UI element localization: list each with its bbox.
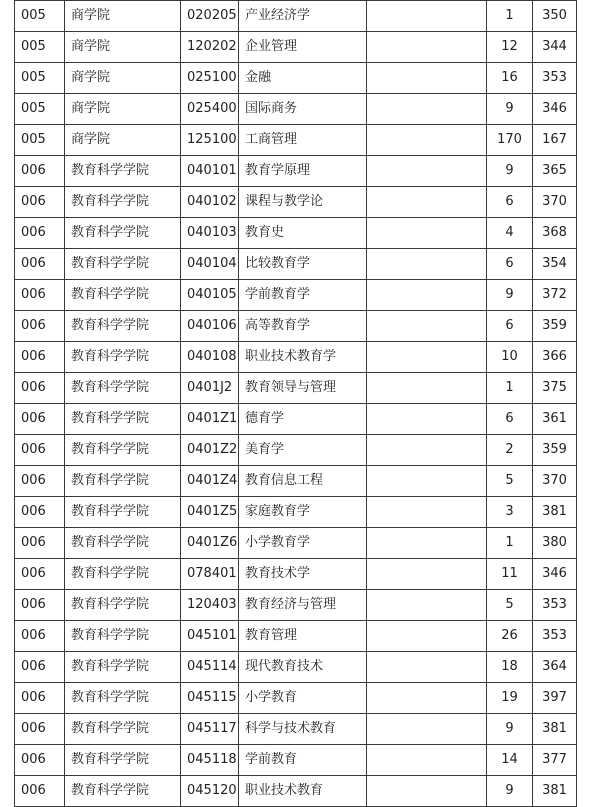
enrollment-count-cell: 9 [487, 156, 533, 187]
major-code-cell: 040104 [181, 249, 239, 280]
blank-cell [367, 311, 487, 342]
dept-name-cell: 教育科学学院 [65, 652, 181, 683]
dept-id-cell: 006 [15, 590, 65, 621]
enrollment-count-cell: 18 [487, 652, 533, 683]
dept-id-cell: 006 [15, 776, 65, 807]
dept-id-cell: 006 [15, 435, 65, 466]
dept-id-cell: 006 [15, 373, 65, 404]
dept-id-cell: 006 [15, 466, 65, 497]
table-row [15, 621, 577, 652]
table-row [15, 404, 577, 435]
dept-id-cell: 006 [15, 280, 65, 311]
dept-id-cell: 006 [15, 497, 65, 528]
table-row [15, 311, 577, 342]
min-score-cell: 353 [533, 621, 577, 652]
major-code-cell: 045115 [181, 683, 239, 714]
dept-id-cell: 006 [15, 652, 65, 683]
major-name-cell: 教育领导与管理 [239, 373, 367, 404]
enrollment-count-cell: 4 [487, 218, 533, 249]
enrollment-count-cell: 16 [487, 63, 533, 94]
min-score-cell: 368 [533, 218, 577, 249]
min-score-cell: 397 [533, 683, 577, 714]
min-score-cell: 354 [533, 249, 577, 280]
blank-cell [367, 280, 487, 311]
enrollment-count-cell: 9 [487, 94, 533, 125]
table-row [15, 435, 577, 466]
enrollment-count-cell: 5 [487, 590, 533, 621]
score-table-body [15, 1, 577, 807]
dept-id-cell: 006 [15, 249, 65, 280]
blank-cell [367, 435, 487, 466]
blank-cell [367, 249, 487, 280]
dept-id-cell: 005 [15, 32, 65, 63]
major-name-cell: 德育学 [239, 404, 367, 435]
dept-name-cell: 教育科学学院 [65, 497, 181, 528]
min-score-cell: 366 [533, 342, 577, 373]
min-score-cell: 381 [533, 714, 577, 745]
table-row [15, 559, 577, 590]
blank-cell [367, 714, 487, 745]
major-code-cell: 0401Z5 [181, 497, 239, 528]
blank-cell [367, 32, 487, 63]
major-code-cell: 120403 [181, 590, 239, 621]
major-code-cell: 120202 [181, 32, 239, 63]
blank-cell [367, 94, 487, 125]
dept-id-cell: 006 [15, 559, 65, 590]
blank-cell [367, 652, 487, 683]
dept-name-cell: 教育科学学院 [65, 280, 181, 311]
enrollment-count-cell: 26 [487, 621, 533, 652]
min-score-cell: 372 [533, 280, 577, 311]
major-name-cell: 课程与教学论 [239, 187, 367, 218]
dept-name-cell: 教育科学学院 [65, 404, 181, 435]
dept-id-cell: 006 [15, 311, 65, 342]
major-code-cell: 0401J2 [181, 373, 239, 404]
major-code-cell: 040106 [181, 311, 239, 342]
table-row [15, 714, 577, 745]
blank-cell [367, 745, 487, 776]
min-score-cell: 359 [533, 311, 577, 342]
major-code-cell: 045114 [181, 652, 239, 683]
enrollment-count-cell: 9 [487, 776, 533, 807]
min-score-cell: 381 [533, 497, 577, 528]
enrollment-count-cell: 10 [487, 342, 533, 373]
enrollment-count-cell: 1 [487, 373, 533, 404]
min-score-cell: 370 [533, 466, 577, 497]
enrollment-count-cell: 170 [487, 125, 533, 156]
table-row [15, 373, 577, 404]
table-row [15, 590, 577, 621]
blank-cell [367, 1, 487, 32]
enrollment-count-cell: 6 [487, 187, 533, 218]
major-name-cell: 高等教育学 [239, 311, 367, 342]
major-code-cell: 025100 [181, 63, 239, 94]
dept-name-cell: 教育科学学院 [65, 559, 181, 590]
major-code-cell: 045118 [181, 745, 239, 776]
min-score-cell: 353 [533, 63, 577, 94]
enrollment-count-cell: 9 [487, 280, 533, 311]
major-name-cell: 教育管理 [239, 621, 367, 652]
table-row [15, 187, 577, 218]
blank-cell [367, 156, 487, 187]
major-name-cell: 企业管理 [239, 32, 367, 63]
table-row [15, 1, 577, 32]
major-name-cell: 教育技术学 [239, 559, 367, 590]
table-row [15, 342, 577, 373]
table-row [15, 94, 577, 125]
major-name-cell: 美育学 [239, 435, 367, 466]
major-name-cell: 教育学原理 [239, 156, 367, 187]
major-name-cell: 学前教育学 [239, 280, 367, 311]
dept-name-cell: 教育科学学院 [65, 528, 181, 559]
table-row [15, 652, 577, 683]
blank-cell [367, 683, 487, 714]
min-score-cell: 346 [533, 559, 577, 590]
dept-name-cell: 教育科学学院 [65, 590, 181, 621]
min-score-cell: 381 [533, 776, 577, 807]
dept-name-cell: 教育科学学院 [65, 187, 181, 218]
dept-id-cell: 006 [15, 218, 65, 249]
major-name-cell: 教育史 [239, 218, 367, 249]
table-row [15, 528, 577, 559]
major-code-cell: 040101 [181, 156, 239, 187]
major-name-cell: 工商管理 [239, 125, 367, 156]
dept-id-cell: 005 [15, 63, 65, 94]
enrollment-count-cell: 3 [487, 497, 533, 528]
major-name-cell: 现代教育技术 [239, 652, 367, 683]
dept-id-cell: 005 [15, 1, 65, 32]
dept-id-cell: 006 [15, 683, 65, 714]
blank-cell [367, 63, 487, 94]
dept-name-cell: 商学院 [65, 32, 181, 63]
dept-id-cell: 006 [15, 342, 65, 373]
min-score-cell: 364 [533, 652, 577, 683]
min-score-cell: 344 [533, 32, 577, 63]
dept-name-cell: 教育科学学院 [65, 218, 181, 249]
dept-id-cell: 006 [15, 156, 65, 187]
major-name-cell: 教育经济与管理 [239, 590, 367, 621]
major-code-cell: 0401Z1 [181, 404, 239, 435]
major-name-cell: 家庭教育学 [239, 497, 367, 528]
major-name-cell: 小学教育 [239, 683, 367, 714]
enrollment-count-cell: 5 [487, 466, 533, 497]
min-score-cell: 361 [533, 404, 577, 435]
dept-name-cell: 教育科学学院 [65, 466, 181, 497]
dept-name-cell: 教育科学学院 [65, 776, 181, 807]
min-score-cell: 359 [533, 435, 577, 466]
enrollment-count-cell: 6 [487, 311, 533, 342]
table-row [15, 745, 577, 776]
dept-id-cell: 005 [15, 125, 65, 156]
dept-id-cell: 006 [15, 404, 65, 435]
min-score-cell: 377 [533, 745, 577, 776]
blank-cell [367, 559, 487, 590]
table-row [15, 32, 577, 63]
min-score-cell: 375 [533, 373, 577, 404]
table-row [15, 776, 577, 807]
major-name-cell: 职业技术教育学 [239, 342, 367, 373]
min-score-cell: 380 [533, 528, 577, 559]
score-table [14, 0, 577, 807]
blank-cell [367, 776, 487, 807]
major-code-cell: 0401Z2 [181, 435, 239, 466]
major-code-cell: 078401 [181, 559, 239, 590]
blank-cell [367, 218, 487, 249]
blank-cell [367, 590, 487, 621]
enrollment-count-cell: 1 [487, 528, 533, 559]
major-code-cell: 040103 [181, 218, 239, 249]
major-code-cell: 040105 [181, 280, 239, 311]
min-score-cell: 167 [533, 125, 577, 156]
table-row [15, 249, 577, 280]
min-score-cell: 350 [533, 1, 577, 32]
blank-cell [367, 342, 487, 373]
dept-name-cell: 教育科学学院 [65, 249, 181, 280]
blank-cell [367, 528, 487, 559]
blank-cell [367, 466, 487, 497]
table-row [15, 156, 577, 187]
dept-name-cell: 商学院 [65, 1, 181, 32]
enrollment-count-cell: 12 [487, 32, 533, 63]
dept-name-cell: 教育科学学院 [65, 745, 181, 776]
major-code-cell: 025400 [181, 94, 239, 125]
min-score-cell: 346 [533, 94, 577, 125]
dept-name-cell: 商学院 [65, 125, 181, 156]
enrollment-count-cell: 6 [487, 404, 533, 435]
dept-id-cell: 006 [15, 621, 65, 652]
table-row [15, 218, 577, 249]
major-code-cell: 040108 [181, 342, 239, 373]
blank-cell [367, 404, 487, 435]
dept-name-cell: 商学院 [65, 63, 181, 94]
dept-name-cell: 教育科学学院 [65, 714, 181, 745]
min-score-cell: 365 [533, 156, 577, 187]
blank-cell [367, 373, 487, 404]
major-name-cell: 科学与技术教育 [239, 714, 367, 745]
table-row [15, 683, 577, 714]
major-name-cell: 国际商务 [239, 94, 367, 125]
major-name-cell: 产业经济学 [239, 1, 367, 32]
blank-cell [367, 621, 487, 652]
major-code-cell: 020205 [181, 1, 239, 32]
dept-id-cell: 006 [15, 528, 65, 559]
major-name-cell: 金融 [239, 63, 367, 94]
dept-name-cell: 教育科学学院 [65, 621, 181, 652]
major-code-cell: 045117 [181, 714, 239, 745]
major-code-cell: 125100 [181, 125, 239, 156]
enrollment-count-cell: 11 [487, 559, 533, 590]
dept-name-cell: 教育科学学院 [65, 156, 181, 187]
min-score-cell: 353 [533, 590, 577, 621]
table-row [15, 280, 577, 311]
blank-cell [367, 497, 487, 528]
dept-id-cell: 005 [15, 94, 65, 125]
major-name-cell: 学前教育 [239, 745, 367, 776]
enrollment-count-cell: 9 [487, 714, 533, 745]
major-code-cell: 045120 [181, 776, 239, 807]
dept-name-cell: 教育科学学院 [65, 373, 181, 404]
dept-name-cell: 教育科学学院 [65, 435, 181, 466]
enrollment-count-cell: 1 [487, 1, 533, 32]
major-code-cell: 040102 [181, 187, 239, 218]
dept-name-cell: 教育科学学院 [65, 311, 181, 342]
major-code-cell: 0401Z6 [181, 528, 239, 559]
dept-id-cell: 006 [15, 187, 65, 218]
major-name-cell: 职业技术教育 [239, 776, 367, 807]
major-code-cell: 0401Z4 [181, 466, 239, 497]
blank-cell [367, 187, 487, 218]
enrollment-count-cell: 2 [487, 435, 533, 466]
major-code-cell: 045101 [181, 621, 239, 652]
enrollment-count-cell: 6 [487, 249, 533, 280]
dept-id-cell: 006 [15, 745, 65, 776]
blank-cell [367, 125, 487, 156]
dept-name-cell: 教育科学学院 [65, 342, 181, 373]
table-row [15, 497, 577, 528]
major-name-cell: 比较教育学 [239, 249, 367, 280]
table-row [15, 466, 577, 497]
table-row [15, 63, 577, 94]
major-name-cell: 教育信息工程 [239, 466, 367, 497]
min-score-cell: 370 [533, 187, 577, 218]
dept-id-cell: 006 [15, 714, 65, 745]
enrollment-count-cell: 19 [487, 683, 533, 714]
major-name-cell: 小学教育学 [239, 528, 367, 559]
dept-name-cell: 商学院 [65, 94, 181, 125]
enrollment-count-cell: 14 [487, 745, 533, 776]
dept-name-cell: 教育科学学院 [65, 683, 181, 714]
table-row [15, 125, 577, 156]
